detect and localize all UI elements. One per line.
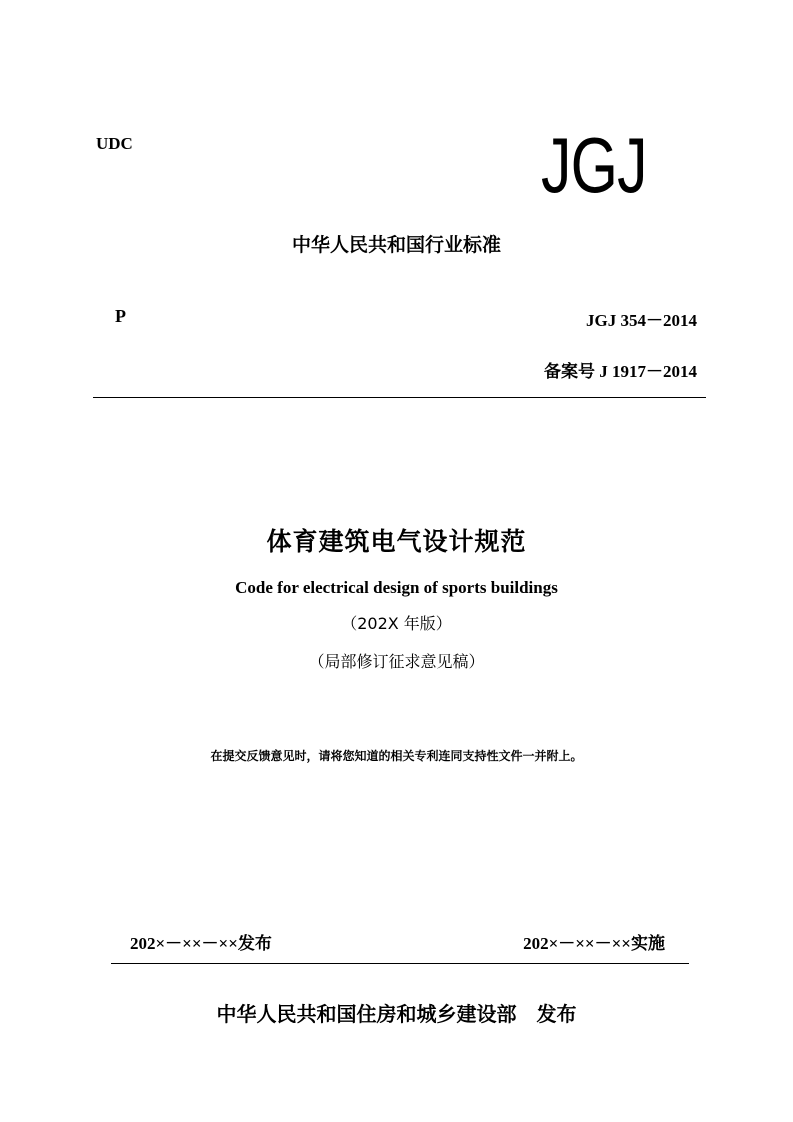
publish-date: 202×－××－××发布 bbox=[130, 934, 272, 953]
standard-category: 中华人民共和国行业标准 bbox=[291, 234, 501, 256]
top-divider bbox=[93, 397, 706, 398]
document-title-cn: 体育建筑电气设计规范 bbox=[266, 527, 527, 556]
implement-date: 202×－××－××实施 bbox=[523, 934, 665, 953]
document-title-en: Code for electrical design of sports buildings bbox=[235, 578, 558, 597]
draft-note: （局部修订征求意见稿） bbox=[308, 652, 485, 671]
patent-notice: 在提交反馈意见时，请将您知道的相关专利连同支持性文件一并附上。 bbox=[210, 749, 583, 763]
jgj-logo: JGJ bbox=[541, 121, 647, 209]
issuer: 中华人民共和国住房和城乡建设部 发布 bbox=[216, 1002, 577, 1026]
classification-code: P bbox=[115, 306, 126, 326]
standard-number: JGJ 354－2014 bbox=[586, 311, 697, 330]
edition-label: （202X 年版） bbox=[341, 614, 452, 633]
record-number: 备案号 J 1917－2014 bbox=[544, 362, 697, 381]
bottom-divider bbox=[111, 963, 689, 964]
udc-label: UDC bbox=[96, 134, 133, 153]
